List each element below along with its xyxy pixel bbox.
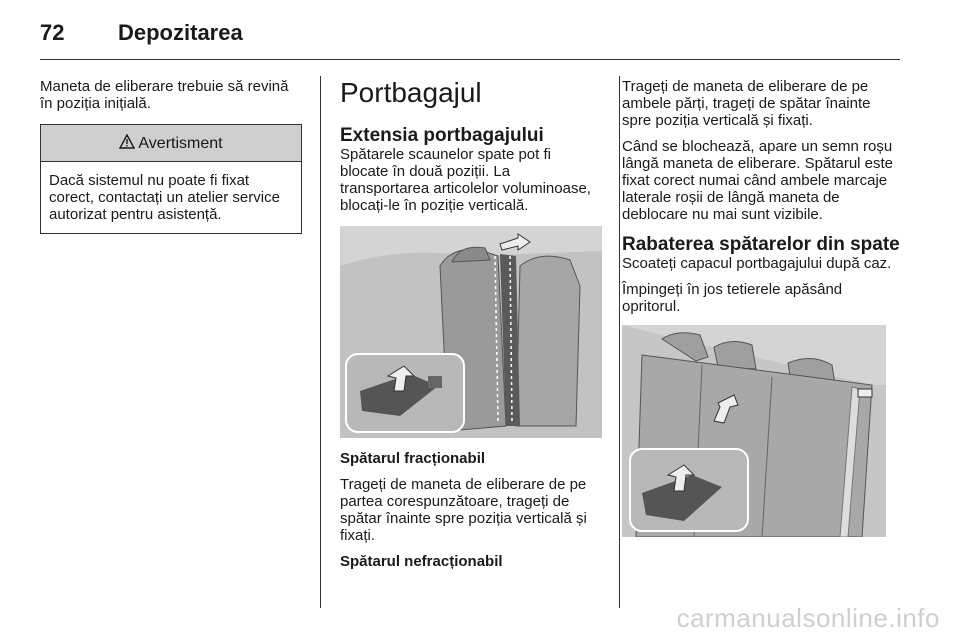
warning-box [40, 124, 302, 234]
paragraph-remove-cover: Scoateți capacul portbagajului după caz. [622, 255, 892, 272]
section-title: Depozitarea [118, 20, 243, 45]
paragraph-headrests: Împingeți în jos tetierele apăsând opritorul. [622, 281, 843, 315]
column-middle [340, 78, 602, 579]
paragraph-red-mark: Când se blochează, apare un semn roșu lângă maneta de eliberare. Spătarul este fixat corect numai când ambele marcaje laterale roșii de lângă maneta de deblocare nu mai sunt vizibile. [622, 138, 894, 223]
subheading-rabaterea: Rabaterea spătarelor din spate [622, 234, 900, 255]
paragraph-both-sides: Trageți de maneta de eliberare de pe ambele părți, trageți de spătar înainte spre poziția verticală și fixați. [622, 78, 871, 129]
label-nonsplit-seatback: Spătarul nefracționabil [340, 553, 503, 570]
paragraph-split-instructions: Trageți de maneta de eliberare de pe partea corespunzătoare, trageți de spătar înainte spre poziția verticală și fixați. [340, 476, 587, 544]
label-split-seatback: Spătarul fracționabil [340, 450, 486, 467]
header-rule [40, 59, 900, 60]
subheading-extensia: Extensia portbagajului [340, 125, 544, 146]
illustration-split-seatback [340, 226, 602, 438]
illustration-fold-seatback [622, 325, 886, 537]
watermark: carmanualsonline.info [676, 603, 940, 633]
column-divider-2 [619, 76, 620, 608]
column-left [40, 78, 302, 234]
warning-text: Dacă sistemul nu poate fi fixat corect, contactați un atelier service autorizat pentru asistență. [49, 172, 280, 223]
paragraph-seat-positions: Spătarele scaunelor spate pot fi blocate în două poziții. La transportarea articolelor voluminoase, blocați-le în poziție verticală. [340, 146, 591, 214]
intro-text: Maneta de eliberare trebuie să revină în poziția inițială. [40, 78, 289, 112]
page-number: 72 [40, 20, 65, 45]
warning-header [41, 125, 301, 162]
column-right [622, 78, 902, 549]
warning-triangle-icon [119, 134, 135, 153]
warning-title: Avertisment [138, 134, 223, 152]
column-divider-1 [320, 76, 321, 608]
heading-portbagajul: Portbagajul [340, 77, 482, 108]
